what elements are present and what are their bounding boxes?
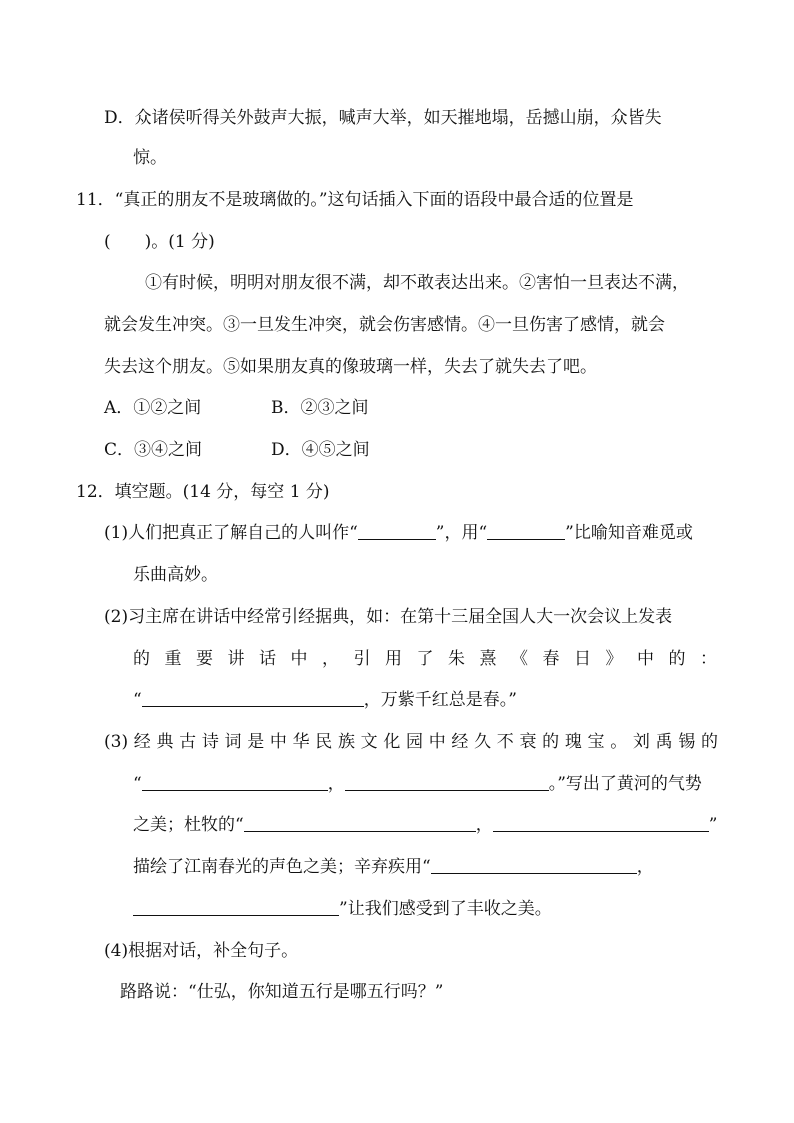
char: 用 [385,649,402,669]
char: 的 [700,732,718,752]
q12-part1-text-a: (1)人们把真正了解自己的人叫作“ [104,523,358,543]
q12-part3-line3 [133,813,717,837]
char: 中 [290,649,308,669]
q12-part3-line2 [133,772,702,796]
q12-part3-line1 [104,730,718,754]
q12-part3-line5-tail: ”让我们感受到了丰收之美。 [339,899,552,919]
char: ， [322,649,339,669]
char: 衰 [519,732,537,752]
char: 刘 [632,732,650,752]
q12-part1-text-b: ”，用“ [435,523,488,543]
comma: ， [636,857,654,877]
q12-part3-blank-1[interactable] [142,772,328,791]
q12-part3-line4 [133,855,654,879]
q12-part3-blank-6[interactable] [133,897,339,916]
q10-option-d-line2: 惊。 [133,148,167,168]
char: 锡 [678,732,696,752]
q11-passage-line3: 失去这个朋友。⑤如果朋友真的像玻璃一样，失去了就失去了吧。 [104,357,597,377]
char: 》 [605,649,623,669]
char: 引 [353,649,371,669]
char: 要 [196,649,213,669]
q12-part3-line2-tail: 。”写出了黄河的气势 [548,774,702,794]
q11-passage-line2: 就会发生冲突。③一旦发生冲突，就会伤害感情。④一旦伤害了感情，就会 [104,315,665,335]
char: 瑰 [564,732,582,752]
q12-part3-blank-3[interactable] [244,813,476,832]
q11-stem-line2: ( )。(1 分) [104,232,215,252]
char: 中 [428,732,446,752]
q12-part1-blank-1[interactable] [358,521,436,540]
q11-stem-line1: 11．“真正的朋友不是玻璃做的。”这句话插入下面的语段中最合适的位置是 [76,190,634,210]
q11-option-b: B．②③之间 [271,398,369,418]
char: 诗 [201,732,219,752]
char: 是 [247,732,265,752]
char: 文 [360,732,378,752]
q12-part1-line1 [104,521,693,545]
q12-part1-line2: 乐曲高妙。 [133,565,218,585]
q11-option-a: A．①②之间 [104,398,202,418]
q12-part2-blank-1[interactable] [142,688,364,707]
open-quote: “ [133,690,142,710]
char: 经 [451,732,469,752]
q12-part2-line2 [133,647,717,671]
comma: ， [475,815,493,835]
char: 不 [496,732,514,752]
char: 中 [637,649,654,669]
q12-part2-line1: (2)习主席在讲话中经常引经据典，如：在第十三届全国人大一次会议上发表 [104,607,673,627]
q12-part3-blank-2[interactable] [345,772,549,791]
char: 朱 [448,649,465,669]
char: 的 [133,649,150,669]
char: 的 [668,649,686,669]
char: 话 [259,649,276,669]
char: 族 [337,732,355,752]
char: 经 [133,732,151,752]
char: 民 [315,732,333,752]
q12-part2-tail: ，万紫千红总是春。” [363,690,517,710]
q11-passage-line1: ①有时候，明明对朋友很不满，却不敢表达出来。②害怕一旦表达不满， [145,273,689,293]
char: 了 [416,649,434,669]
char: 宝 [587,732,605,752]
char: 熹 [479,649,497,669]
char: 古 [179,732,197,752]
char: 《 [511,649,528,669]
open-quote: “ [133,774,142,794]
char: 园 [406,732,424,752]
q10-option-d-line1: D．众诸侯听得关外鼓声大振，喊声大举，如天摧地塌，岳撼山崩，众皆失 [104,108,662,128]
char: 讲 [227,649,245,669]
char: 日 [574,649,591,669]
q12-part2-line3 [133,688,517,712]
q12-part1-blank-2[interactable] [487,521,565,540]
q12-part1-text-c: ”比喻知音难觅或 [565,523,693,543]
q12-part4-dialog-1: 路路说：“仕弘，你知道五行是哪五行吗？” [120,982,444,1002]
char: 中 [269,732,287,752]
close-quote: ” [708,815,718,835]
char: 禹 [655,732,673,752]
q12-stem: 12．填空题。(14 分，每空 1 分) [76,482,330,502]
char: (3) [104,732,129,752]
char: 典 [156,732,174,752]
q12-part3-line3-head: 之美；杜牧的“ [133,815,244,835]
char: 。 [610,732,628,752]
q12-part3-blank-5[interactable] [431,855,637,874]
q12-part3-line4-head: 描绘了江南春光的声色之美；辛弃疾用“ [133,857,431,877]
char: ： [700,649,717,669]
q12-part3-blank-4[interactable] [493,813,709,832]
comma: ， [327,774,345,794]
char: 的 [542,732,560,752]
char: 重 [164,649,182,669]
char: 词 [224,732,242,752]
q11-option-d: D．④⑤之间 [271,440,370,460]
char: 化 [383,732,401,752]
q12-part4-stem: (4)根据对话，补全句子。 [104,941,299,961]
q12-part3-line5 [133,897,552,921]
char: 华 [292,732,310,752]
char: 久 [474,732,492,752]
char: 春 [542,649,560,669]
q11-option-c: C．③④之间 [104,440,203,460]
